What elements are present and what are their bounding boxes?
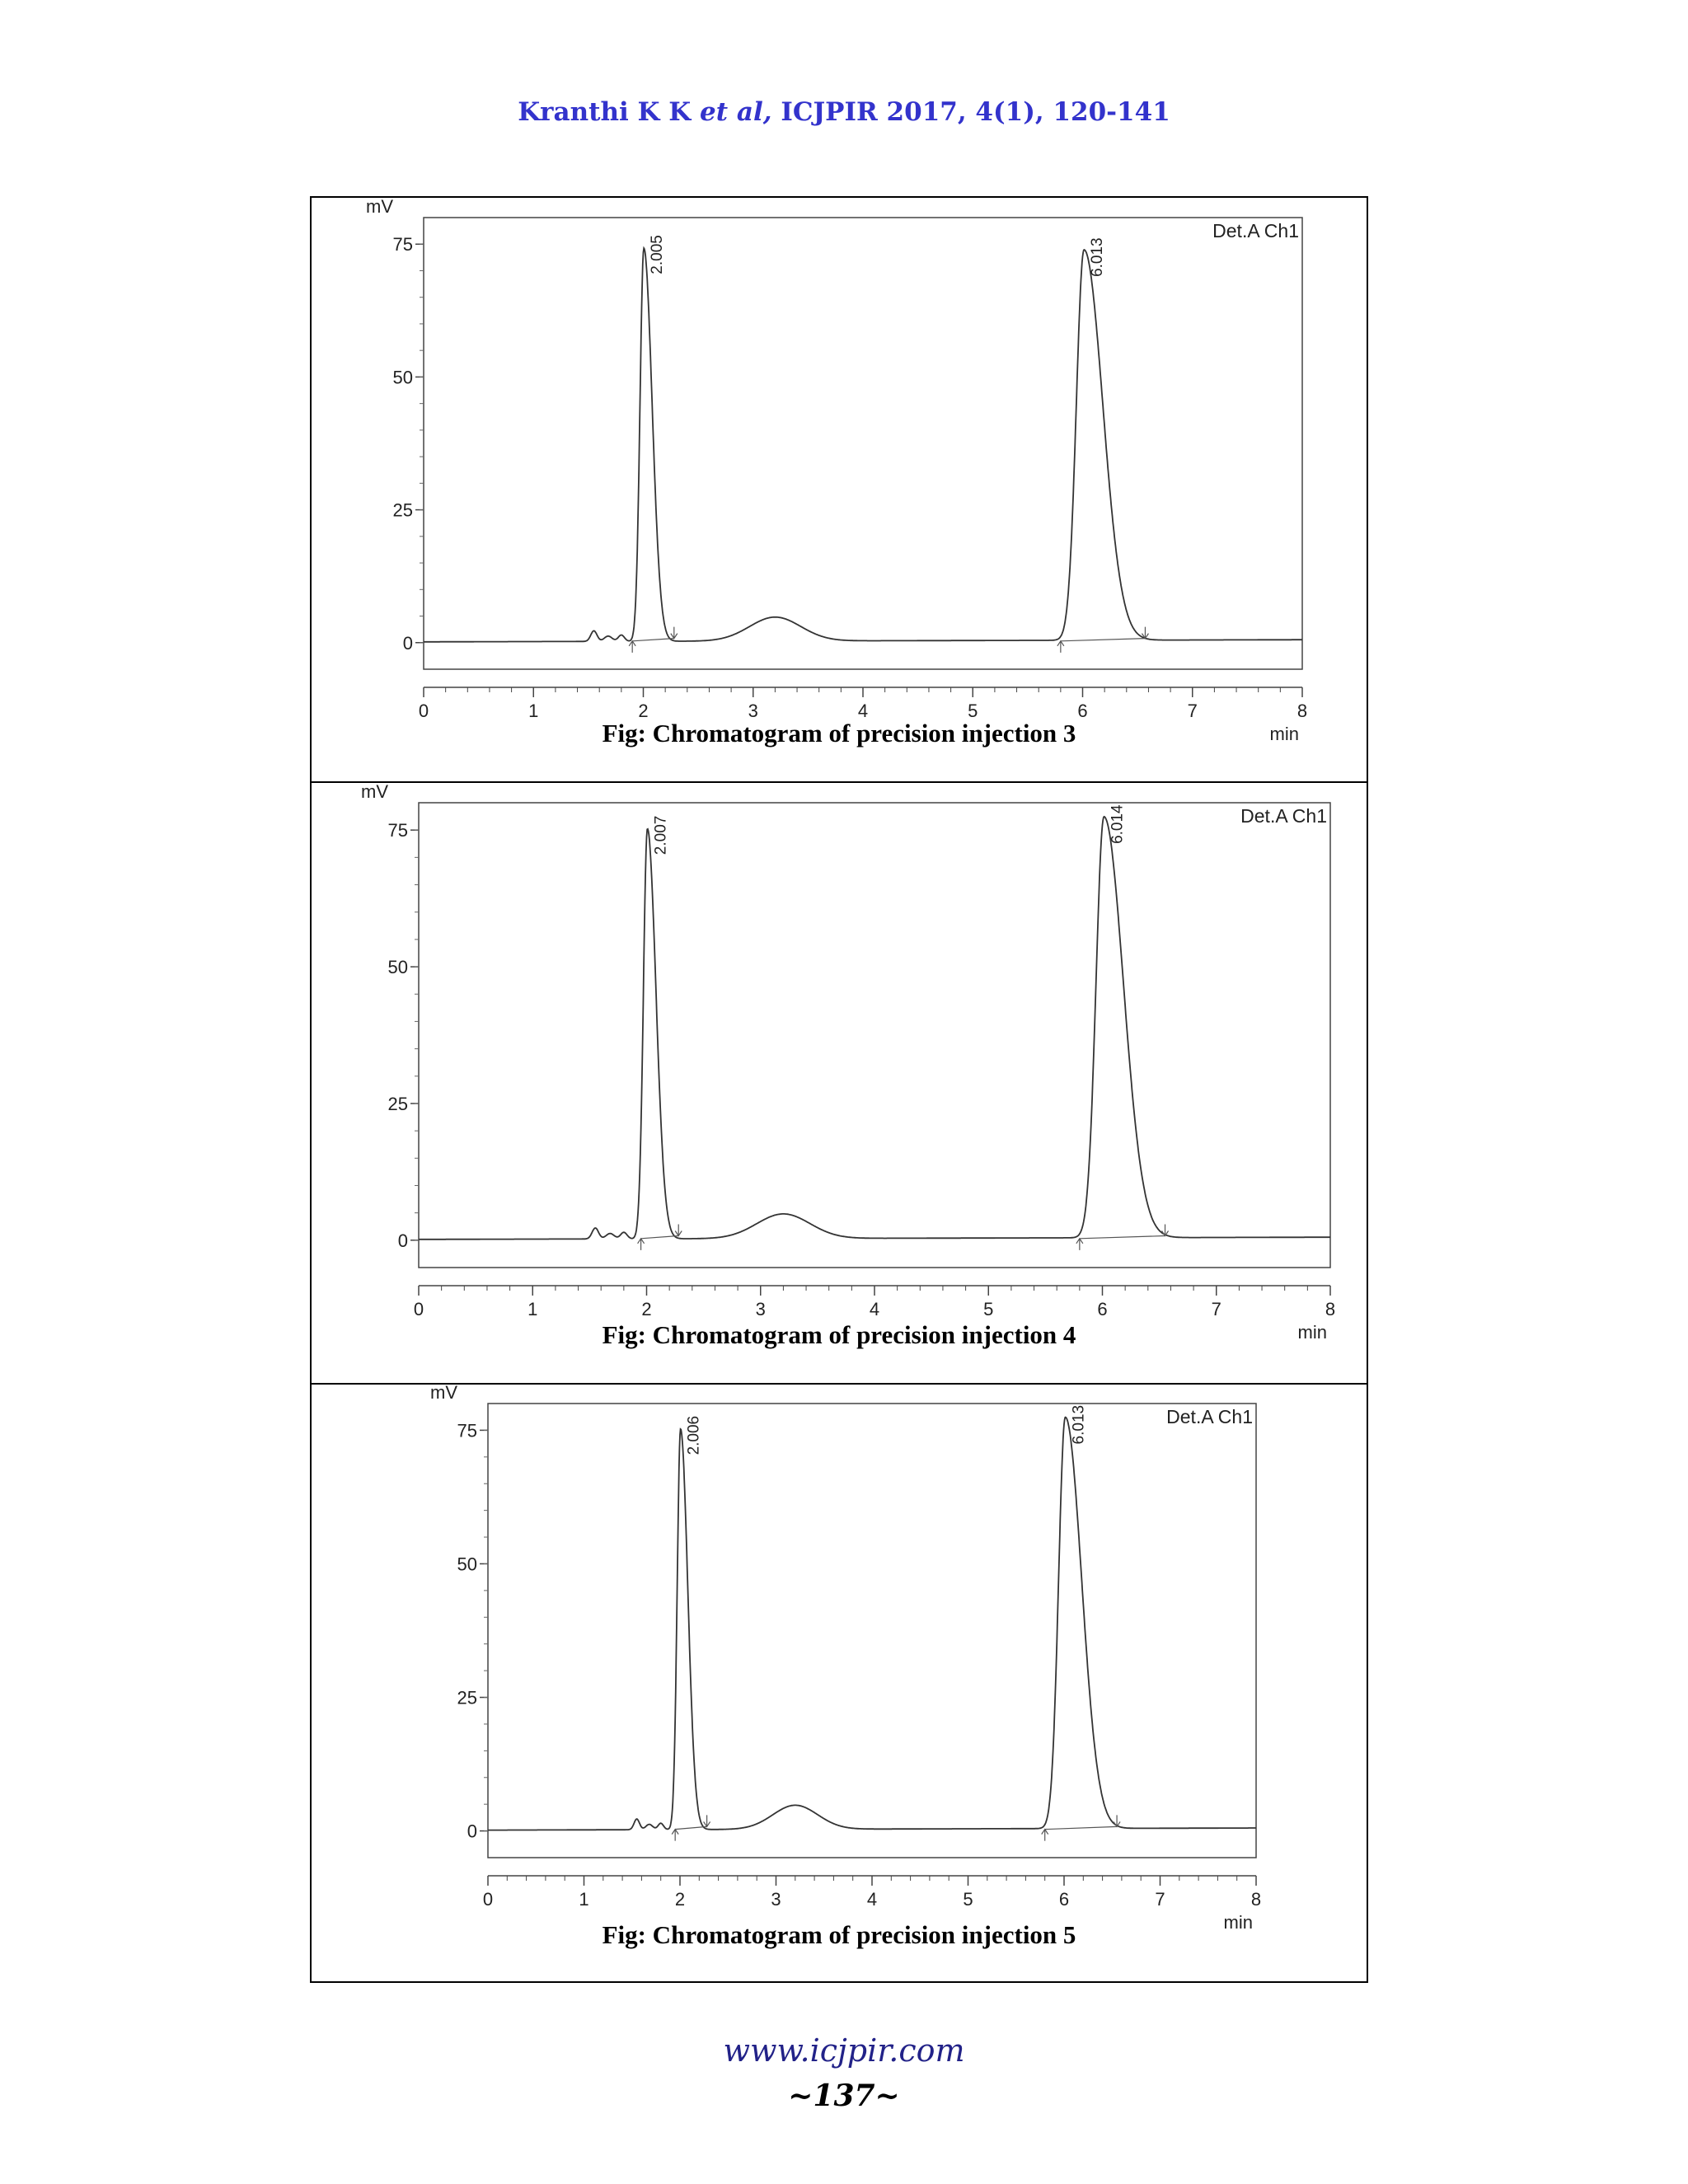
x-tick-label: 2 [641, 1299, 652, 1319]
x-tick-label: 6 [1058, 1889, 1070, 1910]
x-tick-label: 1 [528, 1299, 538, 1319]
x-tick-label: 8 [1325, 1299, 1336, 1319]
peak-retention-label: 6.014 [1109, 804, 1127, 844]
x-tick-label: 4 [857, 701, 869, 721]
x-tick-label: 0 [418, 701, 429, 721]
y-tick-label: 50 [392, 367, 413, 388]
y-tick-label: 75 [457, 1420, 477, 1441]
y-tick-label: 50 [457, 1554, 477, 1575]
peak-retention-label: 2.007 [652, 815, 670, 855]
y-axis-label: mV [361, 781, 388, 802]
plot-area [488, 1404, 1256, 1858]
detector-label: Det.A Ch1 [1240, 805, 1327, 827]
peak-baseline [1045, 1826, 1117, 1829]
x-tick-label: 8 [1296, 701, 1308, 721]
x-tick-label: 1 [579, 1889, 589, 1910]
peak-start-marker [1042, 1830, 1048, 1841]
y-axis-label: mV [430, 1382, 457, 1403]
y-axis-label: mV [366, 196, 393, 217]
peak-retention-label: 6.013 [1089, 237, 1107, 277]
x-tick-label: 5 [968, 701, 978, 721]
x-tick-label: 1 [528, 701, 539, 721]
x-tick-label: 3 [755, 1299, 766, 1319]
y-tick-label: 25 [392, 499, 413, 521]
y-tick-label: 75 [392, 234, 413, 255]
x-tick-label: 8 [1250, 1889, 1262, 1910]
x-tick-label: 5 [963, 1889, 973, 1910]
figure-caption: Fig: Chromatogram of precision injection 3 [602, 719, 1076, 748]
y-tick-label: 0 [402, 632, 413, 654]
detector-label: Det.A Ch1 [1212, 220, 1299, 241]
header-authors: Kranthi K K [518, 97, 692, 127]
figure-caption: Fig: Chromatogram of precision injection 4 [602, 1320, 1076, 1349]
x-tick-label: 4 [866, 1889, 878, 1910]
y-tick-label: 50 [387, 957, 408, 978]
x-axis-label: min [1269, 724, 1299, 744]
y-tick-label: 0 [467, 1821, 477, 1842]
peak-retention-label: 2.005 [649, 235, 667, 274]
figure-caption: Fig: Chromatogram of precision injection 5 [602, 1920, 1076, 1949]
y-tick-label: 25 [387, 1093, 408, 1114]
detector-label: Det.A Ch1 [1166, 1406, 1253, 1427]
header-etal: et al, [700, 97, 772, 127]
peak-start-marker [672, 1830, 678, 1841]
footer-url[interactable]: www.icjpir.com [723, 2032, 965, 2069]
y-tick-label: 0 [397, 1230, 408, 1251]
peak-end-marker [704, 1815, 710, 1826]
page-number: ~137~ [788, 2079, 900, 2113]
x-tick-label: 7 [1211, 1299, 1221, 1319]
peak-retention-label: 6.013 [1070, 1404, 1088, 1445]
x-axis-label: min [1297, 1322, 1327, 1343]
y-tick-label: 75 [387, 820, 408, 841]
x-tick-label: 2 [638, 701, 649, 721]
x-tick-label: 0 [482, 1889, 494, 1910]
x-tick-label: 4 [869, 1299, 880, 1319]
x-tick-label: 0 [413, 1299, 424, 1319]
peak-retention-label: 2.006 [685, 1415, 703, 1455]
peak-baseline [675, 1826, 706, 1829]
x-tick-label: 7 [1155, 1889, 1165, 1910]
x-tick-label: 6 [1077, 701, 1088, 721]
header-citation: ICJPIR 2017, 4(1), 120-141 [781, 97, 1170, 127]
x-tick-label: 2 [674, 1889, 686, 1910]
x-tick-label: 3 [771, 1889, 781, 1910]
y-tick-label: 25 [457, 1687, 477, 1708]
x-tick-label: 3 [748, 701, 758, 721]
x-axis-label: min [1223, 1912, 1253, 1933]
x-tick-label: 5 [983, 1299, 994, 1319]
x-tick-label: 6 [1097, 1299, 1108, 1319]
x-tick-label: 7 [1187, 701, 1198, 721]
